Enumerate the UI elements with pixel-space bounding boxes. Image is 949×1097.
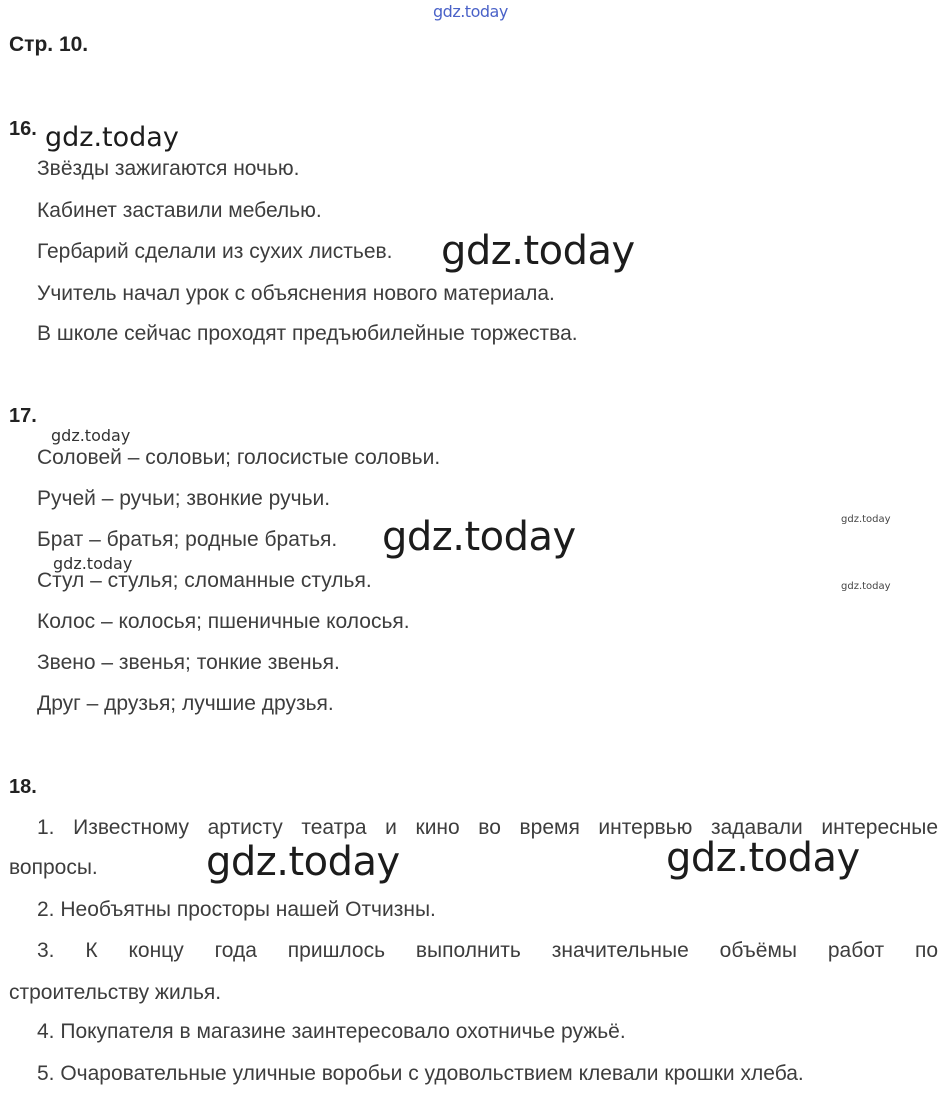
exercise-18-number: 18.	[9, 776, 37, 798]
exercise-18-item-4: 4. Покупателя в магазине заинтересовало охотничье ружьё.	[37, 1020, 626, 1043]
watermark: gdz.today	[53, 554, 133, 573]
exercise-16-line-4: Учитель начал урок с объяснения нового материала.	[37, 282, 555, 305]
exercise-18-item-3-line-1: 3. К концу года пришлось выполнить значительные объёмы работ по	[37, 939, 938, 962]
exercise-16-line-2: Кабинет заставили мебелью.	[37, 199, 322, 222]
watermark: gdz.today	[206, 839, 400, 885]
exercise-16-line-3: Гербарий сделали из сухих листьев.	[37, 240, 393, 263]
exercise-17-line-5: Колос – колосья; пшеничные колосья.	[37, 610, 410, 633]
page-reference: Стр. 10.	[9, 33, 89, 56]
exercise-17-number: 17.	[9, 405, 37, 427]
exercise-17-line-3: Брат – братья; родные братья.	[37, 528, 338, 551]
watermark-top: gdz.today	[433, 2, 508, 21]
exercise-17-line-4: Стул – стулья; сломанные стулья.	[37, 569, 372, 592]
exercise-16-line-1: Звёзды зажигаются ночью.	[37, 157, 300, 180]
exercise-17-line-1: Соловей – соловьи; голосистые соловьи.	[37, 446, 441, 469]
exercise-18-item-1-line-1: 1. Известному артисту театра и кино во время интервью задавали интересные	[37, 816, 938, 839]
watermark: gdz.today	[45, 122, 179, 153]
exercise-18-item-2: 2. Необъятны просторы нашей Отчизны.	[37, 898, 436, 921]
exercise-18-item-5: 5. Очаровательные уличные воробьи с удовольствием клевали крошки хлеба.	[37, 1062, 804, 1085]
watermark: gdz.today	[51, 426, 131, 445]
exercise-17-line-7: Друг – друзья; лучшие друзья.	[37, 692, 334, 715]
watermark: gdz.today	[841, 514, 891, 525]
exercise-16-line-5: В школе сейчас проходят предъюбилейные торжества.	[37, 322, 578, 345]
exercise-18-item-3-line-2: строительству жилья.	[9, 981, 222, 1004]
exercise-16-number: 16.	[9, 118, 37, 140]
watermark: gdz.today	[441, 228, 635, 274]
watermark: gdz.today	[841, 581, 891, 592]
exercise-18-item-1-line-2: вопросы.	[9, 856, 98, 879]
watermark: gdz.today	[666, 835, 860, 881]
watermark: gdz.today	[382, 514, 576, 560]
exercise-17-line-6: Звено – звенья; тонкие звенья.	[37, 651, 340, 674]
exercise-17-line-2: Ручей – ручьи; звонкие ручьи.	[37, 487, 331, 510]
